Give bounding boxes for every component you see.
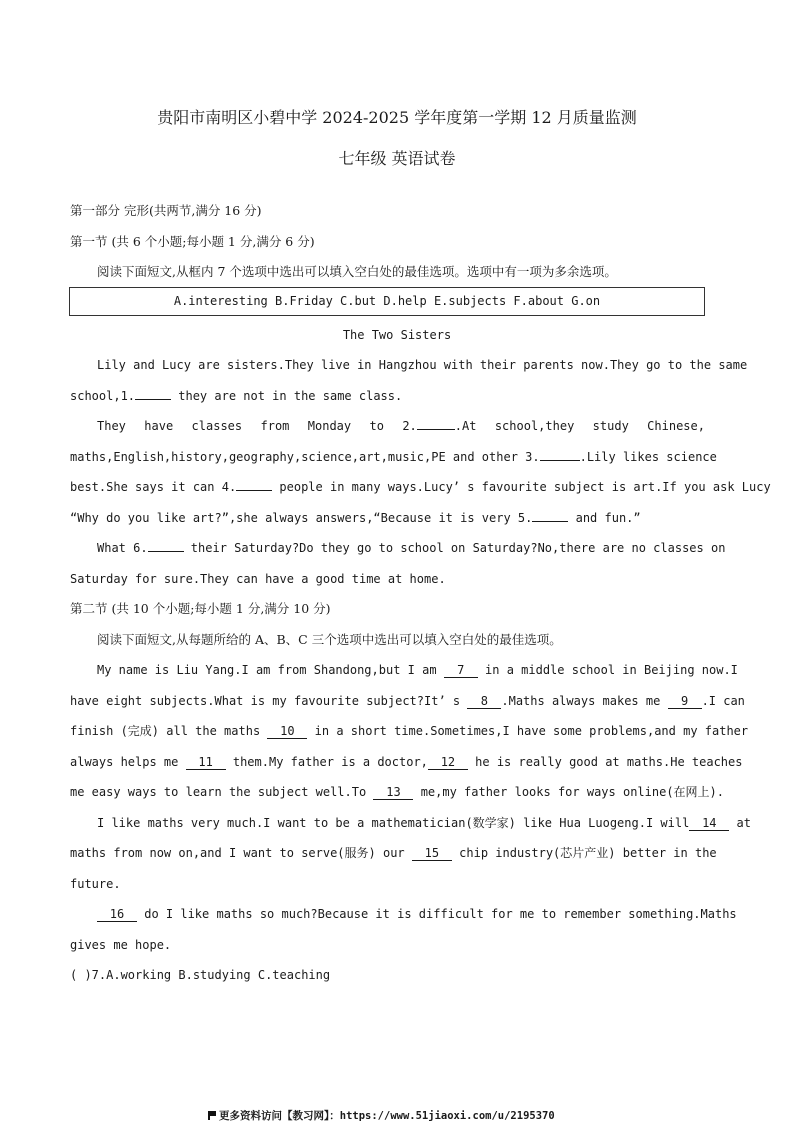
exam-subtitle: 七年级 英语试卷 [338, 149, 456, 168]
line-text: They have classes from Monday to 2. [97, 419, 417, 433]
blank-6[interactable] [148, 551, 184, 552]
part1-heading: 第一部分 完形(共两节,满分 16 分) [70, 203, 262, 218]
line-text: them.My father is a doctor, [232, 755, 428, 769]
blank-2[interactable] [417, 429, 455, 430]
line-text: I like maths very much.I want to be a mathematician(数学家) like Hua Luogeng.I will [97, 816, 690, 830]
options-box: A.interesting B.Friday C.but D.help E.subjects F.about G.on [69, 287, 705, 316]
flag-icon [208, 1111, 216, 1119]
passage2-line2 [70, 693, 745, 709]
section2-instruction: 阅读下面短文,从每题所给的 A、B、C 三个选项中选出可以填入空白处的最佳选项。 [97, 632, 562, 647]
line-text: do I like maths so much?Because it is difficult for me to remember something.Maths [144, 907, 737, 921]
line-text: .Maths always makes me [501, 694, 661, 708]
line-text: My name is Liu Yang.I am from Shandong,but I am [97, 663, 437, 677]
footer-link[interactable] [208, 1108, 555, 1123]
passage1-line4 [70, 449, 717, 465]
line-text: best.She says it can 4. [70, 480, 237, 494]
line-text: .I can [701, 694, 745, 708]
blank-15[interactable]: 15 [412, 847, 452, 861]
line-text: people in many ways.Lucy’ s favourite subject is art.If you ask Lucy [272, 480, 771, 494]
line-text: in a middle school in Beijing now.I [485, 663, 738, 677]
blank-9[interactable]: 9 [668, 695, 702, 709]
line-text: chip industry(芯片产业) better in the [459, 846, 717, 860]
line-text: their Saturday?Do they go to school on Saturday?No,there are no classes on [183, 541, 726, 555]
passage2-line5 [70, 784, 724, 800]
passage1-line8: Saturday for sure.They can have a good time at home. [70, 572, 446, 586]
passage2-line10: gives me hope. [70, 938, 172, 952]
blank-13[interactable]: 13 [373, 786, 413, 800]
passage2-line3 [70, 723, 748, 739]
blank-1[interactable] [135, 399, 171, 400]
passage2-line7 [70, 845, 717, 861]
line-text: .At school,they study Chinese, [454, 419, 705, 433]
line-text: and fun.” [568, 511, 641, 525]
blank-3[interactable] [540, 460, 580, 461]
line-text: me,my father looks for ways online(在网上). [420, 785, 724, 799]
blank-5[interactable] [532, 521, 568, 522]
line-text: .Lily likes science [579, 450, 717, 464]
blank-11[interactable]: 11 [186, 756, 226, 770]
blank-8[interactable]: 8 [467, 695, 501, 709]
line-text: maths,English,history,geography,science,art,music,PE and other 3. [70, 450, 540, 464]
blank-16[interactable]: 16 [97, 908, 137, 922]
line-text: finish (完成) all the maths [70, 724, 261, 738]
line-text: maths from now on,and I want to serve(服务) our [70, 846, 405, 860]
passage1-line2 [70, 388, 402, 404]
line-text: in a short time.Sometimes,I have some problems,and my father [314, 724, 749, 738]
line-text: always helps me [70, 755, 179, 769]
blank-12[interactable]: 12 [428, 756, 468, 770]
question-7[interactable]: ( )7.A.working B.studying C.teaching [70, 968, 331, 982]
line-text: they are not in the same class. [171, 389, 403, 403]
line-text: have eight subjects.What is my favourite subject?It’ s [70, 694, 461, 708]
line-text: he is really good at maths.He teaches [475, 755, 743, 769]
passage2-line8: future. [70, 877, 121, 891]
line-text: me easy ways to learn the subject well.To [70, 785, 367, 799]
line-text: What 6. [97, 541, 148, 555]
line-text: school,1. [70, 389, 136, 403]
blank-4[interactable] [236, 490, 272, 491]
passage2-line4 [70, 754, 742, 770]
section2-heading: 第二节 (共 10 个小题;每小题 1 分,满分 10 分) [70, 601, 331, 616]
passage1-line6 [70, 510, 641, 526]
passage-title: The Two Sisters [342, 328, 452, 342]
passage2-line6 [97, 815, 751, 831]
line-text: “Why do you like art?”,she always answers,“Because it is very 5. [70, 511, 533, 525]
passage2-line9 [97, 906, 737, 922]
passage1-line5 [70, 479, 771, 495]
line-text: at [736, 816, 751, 830]
exam-title: 贵阳市南明区小碧中学 2024-2025 学年度第一学期 12 月质量监测 [157, 108, 637, 127]
section1-instruction: 阅读下面短文,从框内 7 个选项中选出可以填入空白处的最佳选项。选项中有一项为多余选项。 [97, 264, 617, 279]
blank-7[interactable]: 7 [444, 664, 478, 678]
passage1-line3 [97, 418, 705, 434]
blank-14[interactable]: 14 [689, 817, 729, 831]
blank-10[interactable]: 10 [267, 725, 307, 739]
passage2-line1 [97, 662, 738, 678]
passage1-line7 [97, 540, 725, 556]
footer-text: 更多资料访问【教习网】：https://www.51jiaoxi.com/u/2195370 [219, 1110, 555, 1122]
passage1-line1: Lily and Lucy are sisters.They live in Hangzhou with their parents now.They go to the same [97, 358, 748, 372]
section1-heading: 第一节 (共 6 个小题;每小题 1 分,满分 6 分) [70, 234, 315, 249]
